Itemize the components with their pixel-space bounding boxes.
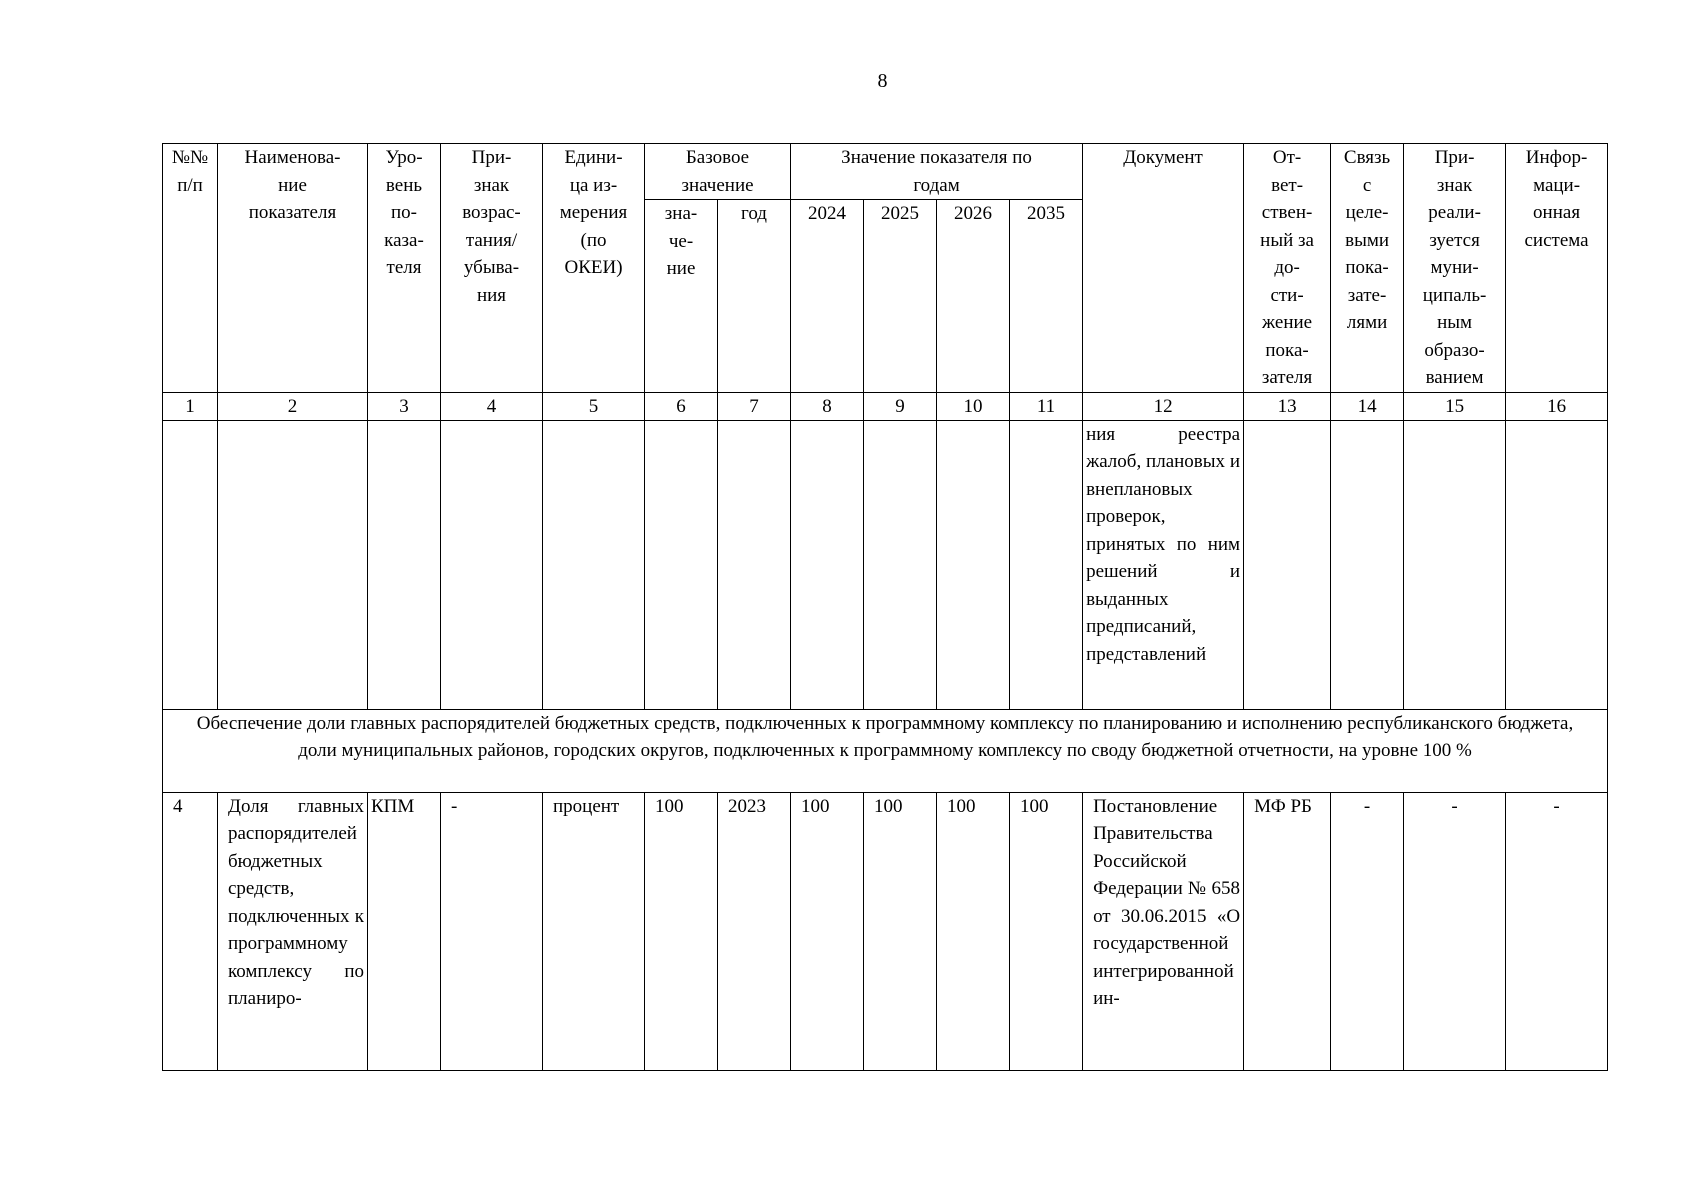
header-year-2024: 2024 [791,200,864,392]
row-sign: - [441,792,543,1070]
header-line: зна- [664,203,698,225]
header-line: че- [668,230,694,252]
empty-cell [1404,420,1506,709]
header-line: убыва- [463,257,520,278]
header-line: зуется [1429,229,1480,251]
header-line: теля [386,257,422,278]
header-line: Значение показателя по [841,147,1032,168]
empty-cell [163,420,218,709]
header-line: маци- [1533,174,1581,196]
empty-cell [718,420,791,709]
column-number: 16 [1506,392,1608,420]
header-responsible [1244,144,1331,393]
header-line: вень [385,174,423,196]
indicator-row [163,792,1608,1070]
empty-cell [368,420,441,709]
header-line: ствен- [1261,202,1313,223]
row-value-2024: 100 [791,792,864,1070]
header-name [218,144,368,393]
empty-cell [937,420,1010,709]
header-link [1331,144,1404,393]
header-line: каза- [384,229,424,251]
header-line: Уро- [385,147,423,168]
row-municipal: - [1404,792,1506,1070]
empty-cell [645,420,718,709]
row-num: 4 [163,792,218,1070]
header-line: с [1362,174,1372,196]
header-unit [543,144,645,393]
header-line: по- [391,202,417,223]
header-line: Инфор- [1525,147,1588,168]
header-line: показателя [248,202,337,223]
header-level [368,144,441,393]
header-line: От- [1272,147,1302,168]
row-info-system: - [1506,792,1608,1070]
page-number: 8 [877,70,888,92]
header-line: вет- [1271,174,1304,196]
header-line: зателя [1261,367,1313,388]
empty-cell [543,420,645,709]
section-title: Обеспечение доли главных распорядителей бюджетных средств, подключенных к программному комплексу по планированию и исполнению республиканского бюджета, доли муниципальных районов, городских округов, подключенных к программному комплексу по своду бюджетной отчетности, на уровне 100 % [163,709,1608,792]
column-number: 10 [937,392,1010,420]
header-year-2025: 2025 [864,200,937,392]
header-line: ный за [1260,229,1314,251]
header-row-1 [163,144,1608,200]
header-line: мерения [559,202,628,223]
indicators-table [162,143,1608,1071]
header-line: образо- [1424,339,1485,361]
column-number: 14 [1331,392,1404,420]
header-line: пока- [1265,339,1309,361]
header-line: годам [913,174,960,196]
empty-cell [441,420,543,709]
section-row [163,709,1608,792]
header-info-system [1506,144,1608,393]
column-numbers-row [163,392,1608,420]
header-line: до- [1274,257,1300,278]
header-year-2026: 2026 [937,200,1010,392]
empty-cell [1506,420,1608,709]
row-value-2025: 100 [864,792,937,1070]
row-name: Доля главных распорядителей бюджетных средств, подключенных к программному комплексу по планиро- [218,792,368,1070]
empty-cell [1331,420,1404,709]
header-line: ние [666,258,696,280]
header-line: Базовое [685,147,750,168]
column-number: 4 [441,392,543,420]
header-line: ципаль- [1422,284,1487,306]
header-line: При- [471,147,512,168]
header-municipal [1404,144,1506,393]
header-line: реали- [1428,202,1481,223]
empty-cell [218,420,368,709]
header-line: ние [278,174,307,196]
header-line: возрас- [462,202,521,223]
column-number: 9 [864,392,937,420]
header-line: лями [1346,312,1388,333]
header-line: №№ [171,147,209,168]
header-year-2035: 2035 [1010,200,1083,392]
header-line: тания/ [465,229,518,251]
header-line: ванием [1425,367,1484,388]
column-number: 13 [1244,392,1331,420]
empty-cell [791,420,864,709]
header-line: ным [1437,312,1473,333]
header-line: При- [1434,147,1475,168]
header-line: зате- [1347,284,1387,306]
header-sign [441,144,543,393]
column-number: 1 [163,392,218,420]
header-line: (по [580,229,607,251]
column-number: 2 [218,392,368,420]
header-line: Едини- [564,147,623,168]
header-line: значение [681,174,754,196]
header-line: целе- [1345,202,1389,223]
column-number: 8 [791,392,864,420]
empty-cell [864,420,937,709]
row-document: Постановление Правительства Российской Федерации № 658 от 30.06.2015 «О государственной интегрированной ин- [1083,792,1244,1070]
continuation-document: ния реестра жалоб, плановых и внеплановых проверок, принятых по ним решений и выданных предписаний, представлений [1083,420,1244,709]
column-number: 6 [645,392,718,420]
row-value-2035: 100 [1010,792,1083,1070]
header-line: п/п [177,174,203,196]
row-level: КПМ [368,792,441,1070]
header-line: ца из- [569,174,618,196]
header-line: муни- [1430,257,1479,278]
header-base-value [645,200,718,392]
header-line: знак [1436,174,1473,196]
header-line: пока- [1345,257,1389,278]
column-number: 7 [718,392,791,420]
header-document: Документ [1083,144,1244,393]
header-line: знак [473,174,510,196]
header-line: система [1524,229,1589,251]
row-base-value: 100 [645,792,718,1070]
column-number: 12 [1083,392,1244,420]
header-line: выми [1345,229,1390,251]
column-number: 11 [1010,392,1083,420]
header-line: ния [476,284,507,306]
column-number: 3 [368,392,441,420]
header-line: онная [1533,202,1581,223]
header-line: Связь [1343,147,1391,168]
continuation-row [163,420,1608,709]
header-line: жение [1262,312,1313,333]
column-number: 5 [543,392,645,420]
row-responsible: МФ РБ [1244,792,1331,1070]
row-link: - [1331,792,1404,1070]
row-base-year: 2023 [718,792,791,1070]
empty-cell [1010,420,1083,709]
column-number: 15 [1404,392,1506,420]
header-line: сти- [1270,284,1304,306]
header-num [163,144,218,393]
header-line: ОКЕИ) [564,257,623,278]
row-unit: процент [543,792,645,1070]
row-value-2026: 100 [937,792,1010,1070]
header-years-group [791,144,1083,200]
header-base-year: год [718,200,791,392]
header-base-group [645,144,791,200]
header-line: Наименова- [244,147,341,168]
empty-cell [1244,420,1331,709]
